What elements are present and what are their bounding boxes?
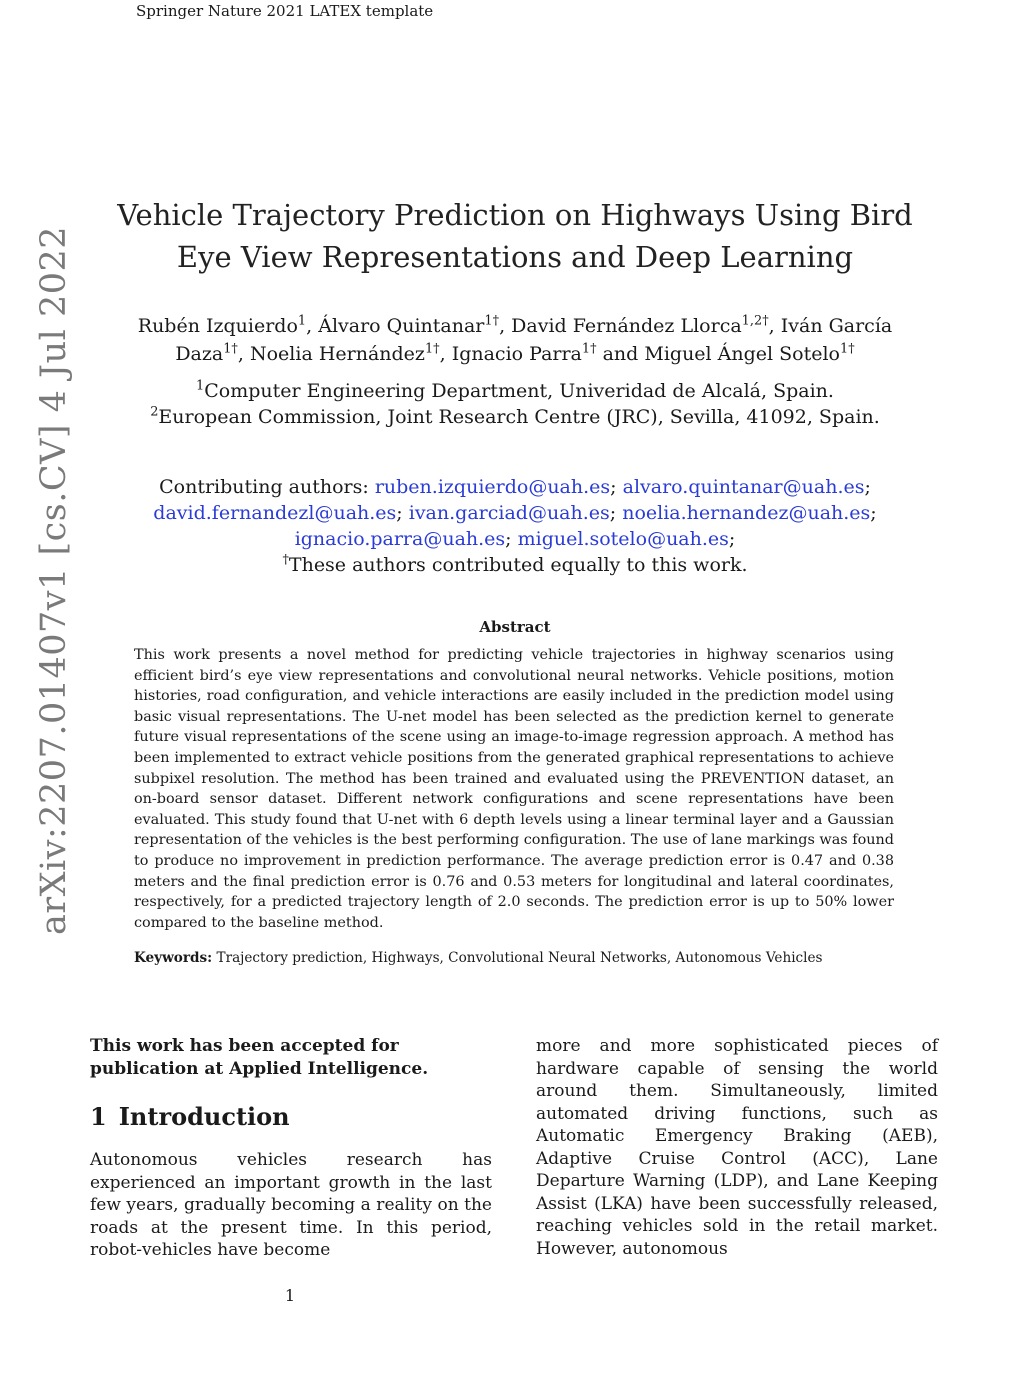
template-header: Springer Nature 2021 LATEX template xyxy=(136,2,434,20)
affiliation: $^1$Computer Engineering Department, Univeridad de Alcalá, Spain. xyxy=(196,378,834,402)
keywords xyxy=(134,948,894,968)
author: David Fernández Llorca$^{1,2\dagger}$, xyxy=(511,313,781,337)
section-title: Introduction xyxy=(118,1102,290,1131)
paper-title: Vehicle Trajectory Prediction on Highways Using Bird Eye View Representations and Deep Learning xyxy=(117,198,913,274)
author: Noelia Hernández$^{1\dagger}$, xyxy=(249,341,452,365)
author: Miguel Ángel Sotelo$^{1\dagger}$ xyxy=(644,341,855,365)
section-number: 1 xyxy=(90,1102,107,1131)
email-link[interactable]: ignacio.parra@uah.es xyxy=(294,528,506,550)
right-column xyxy=(536,1035,938,1260)
author: Iván García Daza$^{1\dagger}$, xyxy=(175,315,893,365)
section-heading xyxy=(90,1102,492,1132)
affiliations xyxy=(110,378,920,430)
intro-paragraph: Autonomous vehicles research has experienced an important growth in the last few years, gradually becoming a reality on the roads at the present time. In this period, robot-vehicles have become xyxy=(90,1150,492,1260)
abstract-text: This work presents a novel method for predicting vehicle trajectories in highway scenarios using efficient bird’s eye view representations and convolutional neural networks. Vehicle positions, motion histories, road configuration, and vehicle interactions are easily included in the prediction model using basic visual representations. The U-net model has been selected as the prediction kernel to generate future visual representations of the scene using an image-to-image regression approach. A method has been implemented to extract vehicle positions from the generated graphical representations to achieve subpixel resolution. The method has been trained and evaluated using the PREVENTION dataset, an on-board sensor dataset. Different network configurations and scene representations have been evaluated. This study found that U-net with 6 depth levels using a linear terminal layer and a Gaussian representation of the vehicles is the best performing configuration. The use of lane markings was found to produce no improvement in prediction performance. The average prediction error is 0.47 and 0.38 meters and the final prediction error is 0.76 and 0.53 meters for longitudinal and lateral coordinates, respectively, for a predicted trajectory length of 2.0 seconds. The prediction error is up to 50% lower compared to the baseline method. xyxy=(134,647,895,931)
author-list xyxy=(110,312,920,368)
email-link[interactable]: alvaro.quintanar@uah.es xyxy=(622,476,865,498)
acceptance-note: This work has been accepted for publication at Applied Intelligence. xyxy=(90,1036,429,1079)
author: Ignacio Parra$^{1\dagger}$ and xyxy=(451,341,645,365)
email-link[interactable]: ivan.garciad@uah.es xyxy=(408,502,610,524)
page-number: 1 xyxy=(284,1286,296,1305)
author: Rubén Izquierdo$^1$, xyxy=(137,313,319,337)
email-link[interactable]: david.fernandezl@uah.es xyxy=(153,502,397,524)
contributing-authors: Contributing authors: ruben.izquierdo@uah.es; alvaro.quintanar@uah.es; david.fernandezl@uah.es; ivan.garciad@uah.es; noelia.hernandez@uah.es; ignacio.parra@uah.es; miguel.sotelo@uah.es; †These authors contributed equally to this work. xyxy=(110,474,920,578)
intro-paragraph-continued: more and more sophisticated pieces of hardware capable of sensing the world around them. Simultaneously, limited automated driving functions, such as Automatic Emergency Braking (AEB), Adaptive Cruise Control (ACC), Lane Departure Warning (LDP), and Lane Keeping Assist (LKA) have been successfully released, reaching vehicles sold in the retail market. However, autonomous xyxy=(536,1036,938,1259)
email-link[interactable]: ruben.izquierdo@uah.es xyxy=(374,476,611,498)
arxiv-identifier[interactable]: arXiv:2207.01407v1 [cs.CV] 4 Jul 2022 xyxy=(34,225,74,935)
keywords-label: Keywords: xyxy=(134,950,213,966)
email-link[interactable]: miguel.sotelo@uah.es xyxy=(517,528,729,550)
contributing-label: Contributing authors: xyxy=(159,476,375,498)
affiliation: $^2$European Commission, Joint Research Centre (JRC), Sevilla, 41092, Spain. xyxy=(150,404,880,428)
abstract-heading: Abstract xyxy=(479,618,551,636)
left-column xyxy=(90,1035,492,1262)
author: Álvaro Quintanar$^{1\dagger}$, xyxy=(318,313,512,337)
keywords-text: Trajectory prediction, Highways, Convolutional Neural Networks, Autonomous Vehicles xyxy=(216,950,823,966)
equal-contribution-note: †These authors contributed equally to this work. xyxy=(282,552,748,576)
email-link[interactable]: noelia.hernandez@uah.es xyxy=(622,502,871,524)
